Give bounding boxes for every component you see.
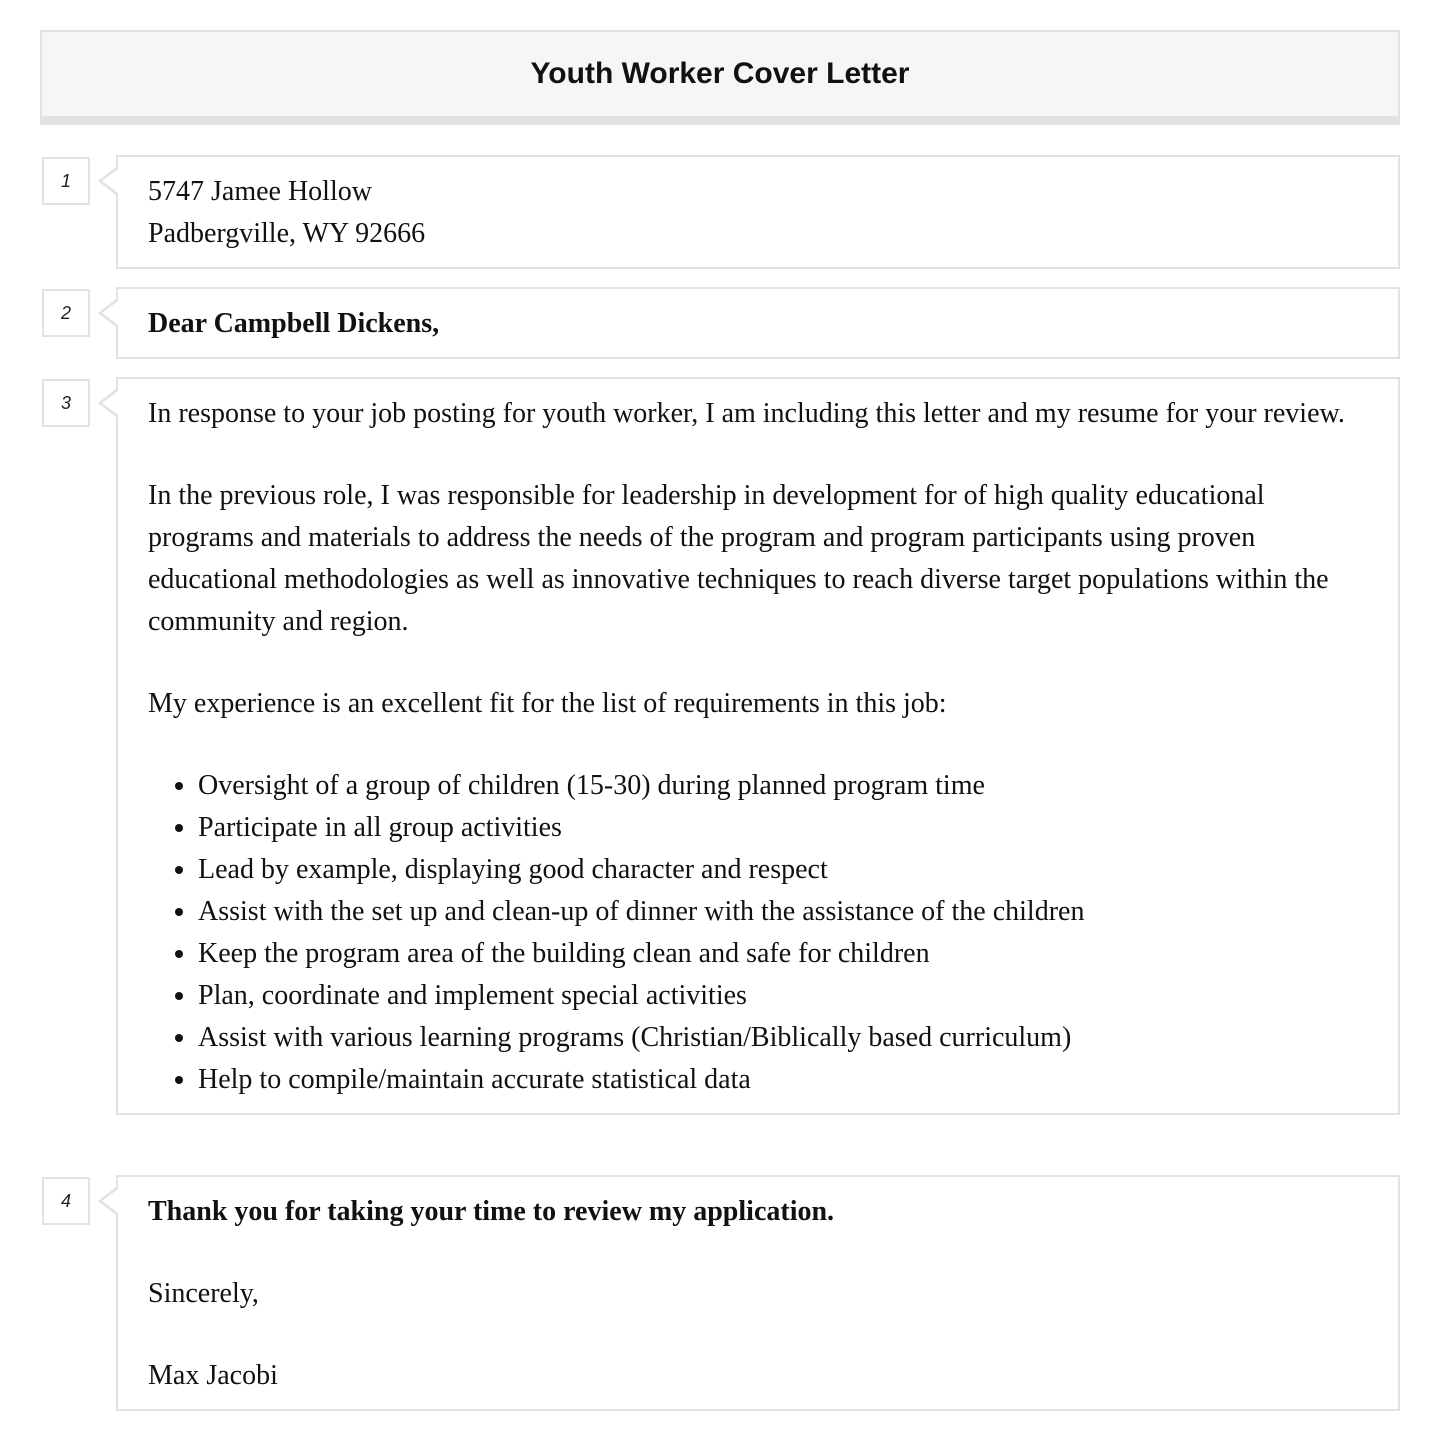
body-paragraph-intro: In response to your job posting for youth worker, I am including this letter and my resume for your review. [148, 398, 1345, 429]
list-item: • Participate in all group activities [198, 807, 1368, 849]
page-title: Youth Worker Cover Letter [530, 57, 910, 90]
greeting-text: Dear Campbell Dickens, [148, 308, 440, 339]
address-line-1: 5747 Jamee Hollow [148, 176, 372, 207]
requirements-list [148, 765, 1368, 1101]
body-box [116, 377, 1400, 1115]
section-number: 3 [42, 379, 90, 427]
list-item: • Keep the program area of the building clean and safe for children [198, 933, 1368, 975]
section-number: 2 [42, 289, 90, 337]
section-number: 4 [42, 1177, 90, 1225]
section-number: 1 [42, 157, 90, 205]
body-paragraph-experience: In the previous role, I was responsible for leadership in development for of high quality educational programs and materials to address the needs of the program and program participants using proven educational methodologies as well as innovative techniques to reach diverse target populations within the community and region. [148, 480, 1329, 637]
list-item: • Help to compile/maintain accurate statistical data [198, 1059, 1368, 1101]
list-item: • Assist with various learning programs (Christian/Biblically based curriculum) [198, 1017, 1368, 1059]
closing-box [116, 1175, 1400, 1411]
closing-text: Sincerely, [148, 1278, 259, 1309]
address-box [116, 155, 1400, 269]
list-item: • Oversight of a group of children (15-30) during planned program time [198, 765, 1368, 807]
list-item: • Plan, coordinate and implement special activities [198, 975, 1368, 1017]
body-paragraph-fit: My experience is an excellent fit for the list of requirements in this job: [148, 688, 947, 719]
thanks-text: Thank you for taking your time to review my application. [148, 1196, 835, 1227]
greeting-box [116, 287, 1400, 359]
list-item: • Lead by example, displaying good character and respect [198, 849, 1368, 891]
page-header [40, 30, 1400, 125]
list-item: • Assist with the set up and clean-up of dinner with the assistance of the children [198, 891, 1368, 933]
signature-name: Max Jacobi [148, 1360, 278, 1391]
address-line-2: Padbergville, WY 92666 [148, 218, 426, 249]
